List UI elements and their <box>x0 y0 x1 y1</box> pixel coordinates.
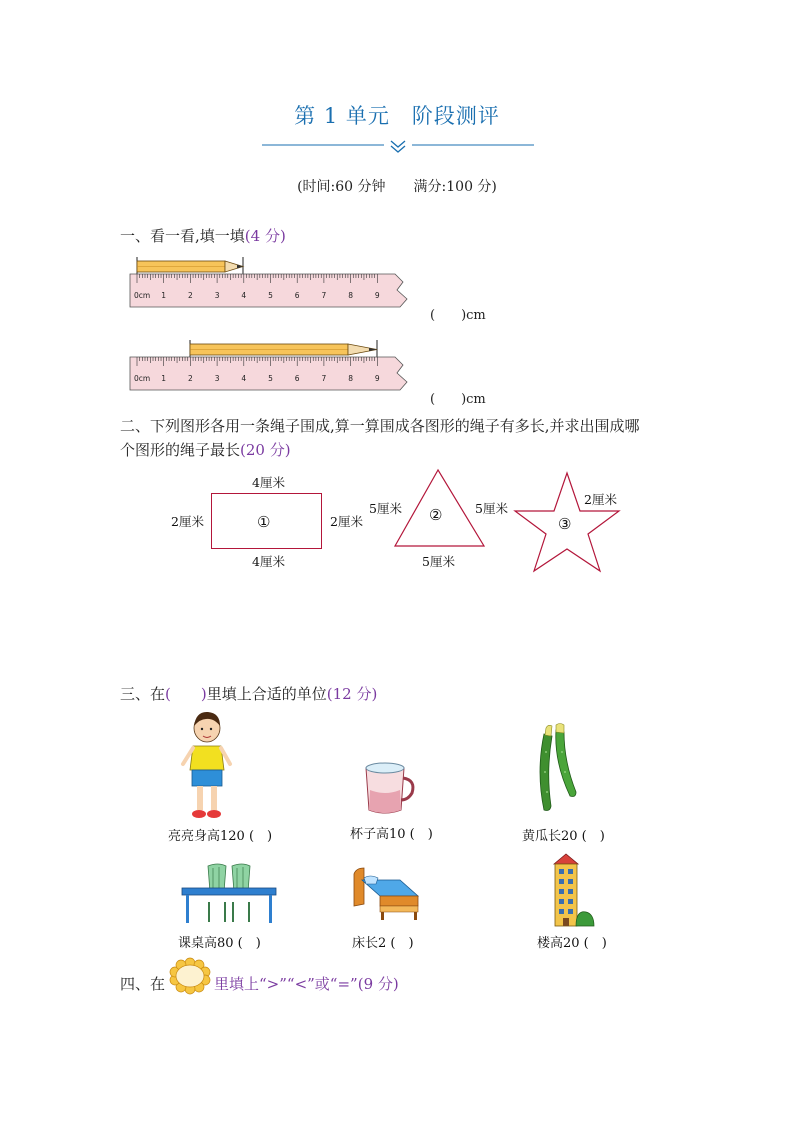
triangle-left-label: 5厘米 <box>369 501 402 516</box>
caption-boy: 亮亮身高120 ( ) <box>168 829 273 844</box>
caption-bed: 床长2 ( ) <box>352 936 414 951</box>
ruler-tick-label: 6 <box>294 291 300 300</box>
section3-heading: 三、在( )里填上合适的单位(12 分) <box>120 685 378 703</box>
bed-icon <box>352 866 422 924</box>
ruler-tick-label: 8 <box>348 374 353 383</box>
pencil-icon <box>190 340 377 359</box>
ruler-icon <box>130 357 407 390</box>
ruler-tick-label: 9 <box>374 291 380 300</box>
ruler-tick-label: 6 <box>294 374 300 383</box>
ruler-tick-label: 0cm <box>134 291 151 300</box>
ruler-tick-label: 7 <box>321 374 327 383</box>
ruler-tick-label: 9 <box>374 374 380 383</box>
ruler-tick-label: 0cm <box>134 374 151 383</box>
ruler-tick-label: 3 <box>214 291 220 300</box>
ruler-tick-label: 1 <box>161 291 167 300</box>
ruler-tick-label: 1 <box>161 374 167 383</box>
section4-heading-part2: 里填上“>”“<”或“=”(9 分) <box>214 975 399 993</box>
caption-desk: 课桌高80 ( ) <box>178 936 261 951</box>
pencil-icon <box>137 257 243 276</box>
ruler-icon <box>130 274 407 307</box>
shape-mark-1: ① <box>257 513 271 531</box>
ruler-tick-label: 4 <box>241 374 247 383</box>
triangle-bottom-label: 5厘米 <box>422 554 455 569</box>
rect-left-label: 2厘米 <box>171 514 204 529</box>
flower-frame-icon <box>168 957 212 995</box>
boy-icon <box>178 708 234 824</box>
section1-heading: 一、看一看,填一填(4 分) <box>120 227 286 245</box>
cucumber-icon <box>532 722 582 814</box>
triangle-right-label: 5厘米 <box>475 501 508 516</box>
exam-info: (时间:60 分钟 满分:100 分) <box>297 179 497 195</box>
ruler-tick-label: 5 <box>268 374 273 383</box>
ruler-tick-label: 5 <box>268 291 273 300</box>
shape-mark-2: ② <box>429 506 443 524</box>
caption-building: 楼高20 ( ) <box>537 936 607 951</box>
ruler-tick-label: 2 <box>188 374 193 383</box>
building-icon <box>548 852 596 928</box>
answer-blank-2[interactable]: ( )cm <box>430 392 486 407</box>
caption-cup: 杯子高10 ( ) <box>350 827 433 842</box>
rect-bottom-label: 4厘米 <box>252 554 285 569</box>
ruler-tick-label: 4 <box>241 291 247 300</box>
ruler-tick-label: 8 <box>348 291 353 300</box>
ruler-figure-2 <box>125 335 425 395</box>
star-side-label: 2厘米 <box>584 492 617 507</box>
section2-heading: 二、下列图形各用一条绳子围成,算一算围成各图形的绳子有多长,并求出围成哪 个图形的绳子最长(20 分) <box>120 417 640 459</box>
ruler-tick-label: 3 <box>214 374 220 383</box>
ruler-tick-label: 2 <box>188 291 193 300</box>
section4-heading-part1: 四、在 <box>120 975 166 993</box>
rect-right-label: 2厘米 <box>330 514 363 529</box>
desk-icon <box>180 862 278 926</box>
shape-mark-3: ③ <box>558 515 572 533</box>
cup-icon <box>360 760 418 818</box>
title-divider <box>262 136 534 156</box>
ruler-tick-label: 7 <box>321 291 327 300</box>
ruler-figure-1 <box>125 252 425 312</box>
rect-top-label: 4厘米 <box>252 475 285 490</box>
caption-cucumber: 黄瓜长20 ( ) <box>522 829 605 844</box>
answer-blank-1[interactable]: ( )cm <box>430 308 486 323</box>
page-title: 第 1 单元 阶段测评 <box>294 104 500 128</box>
